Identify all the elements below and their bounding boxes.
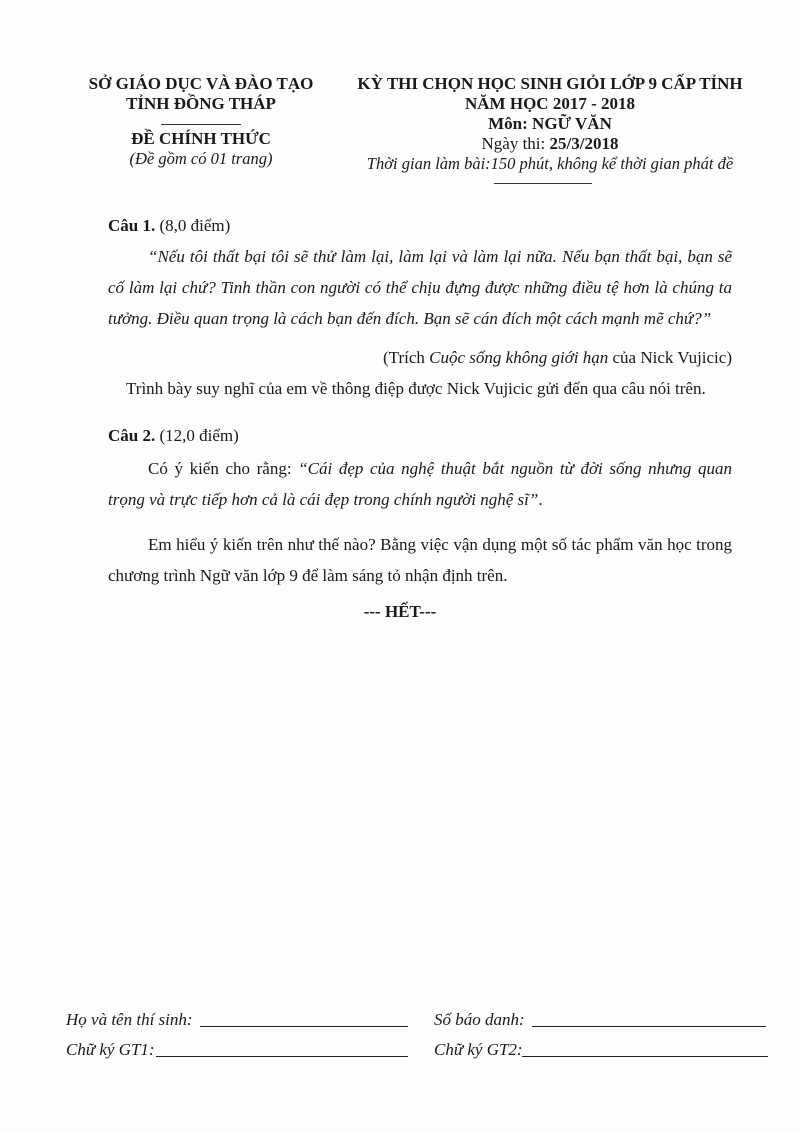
opinion-intro: Có ý kiến cho rằng: [148, 459, 299, 478]
question-2 [108, 420, 732, 591]
candidate-name-blank[interactable] [200, 1026, 408, 1027]
question-1 [108, 210, 732, 404]
duration-label: Thời gian làm bài: [366, 154, 491, 173]
school-year: NĂM HỌC 2017 - 2018 [465, 94, 635, 113]
source-prefix: (Trích [383, 348, 430, 367]
source-suffix: của Nick Vujicic) [608, 348, 732, 367]
candidate-name-label: Họ và tên thí sinh: [66, 1010, 193, 1029]
department-name: SỞ GIÁO DỤC VÀ ĐÀO TẠO [88, 74, 314, 93]
header-left [70, 74, 332, 169]
question-1-label: Câu 1. [108, 216, 156, 235]
subject-line: Môn: NGỮ VĂN [488, 114, 612, 133]
candidate-id-blank[interactable] [532, 1026, 766, 1027]
duration-value: 150 phút, không kể thời gian phát đề [490, 154, 734, 173]
header-right-divider [494, 183, 592, 184]
candidate-id-label: Số báo danh: [434, 1010, 525, 1029]
quote-source [108, 342, 732, 373]
question-2-heading [108, 420, 732, 451]
proctor-1-signature-blank[interactable] [156, 1056, 408, 1057]
header-right [350, 74, 750, 174]
question-2-task: Em hiểu ý kiến trên như thế nào? Bằng việc vận dụng một số tác phẩm văn học trong chương trình Ngữ văn lớp 9 để làm sáng tỏ nhận định trên. [108, 535, 732, 585]
header-left-divider [161, 124, 241, 125]
end-mark: --- HẾT--- [363, 602, 437, 621]
question-2-label: Câu 2. [108, 426, 156, 445]
proctor-1-signature-label: Chữ ký GT1: [66, 1040, 155, 1059]
proctor-2-signature-label: Chữ ký GT2: [434, 1040, 523, 1059]
province-name: TỈNH ĐỒNG THÁP [126, 94, 276, 113]
question-1-quote: “Nếu tôi thất bại tôi sẽ thử làm lại, làm lại và làm lại nữa. Nếu bạn thất bại, bạn sẽ cố làm lại chứ? Tinh thần con người có thể chịu đựng được những điều tệ hơn là chúng ta tưởng. Điều quan trọng là cách bạn đến đích. Bạn sẽ cán đích một cách mạnh mẽ chứ?” [108, 247, 732, 328]
exam-duration-line [350, 154, 750, 174]
exam-date-label: Ngày thi: [481, 134, 550, 153]
question-1-points: (8,0 điểm) [155, 216, 231, 235]
proctor-2-signature-blank[interactable] [522, 1056, 768, 1057]
exam-date-line [350, 134, 750, 154]
source-book-title: Cuộc sống không giới hạn [429, 348, 609, 367]
question-2-opinion [108, 453, 732, 515]
question-2-points: (12,0 điểm) [155, 426, 239, 445]
question-1-task: Trình bày suy nghĩ của em về thông điệp được Nick Vujicic gửi đến qua câu nói trên. [126, 379, 706, 398]
question-1-heading [108, 210, 732, 241]
pages-note: (Đề gồm có 01 trang) [129, 149, 273, 168]
official-label: ĐỀ CHÍNH THỨC [131, 129, 271, 148]
exam-date-value: 25/3/2018 [549, 134, 619, 153]
opinion-quote: “Cái đẹp của nghệ thuật bắt nguồn từ đời sống nhưng quan trọng và trực tiếp hơn cả là cái đẹp trong chính người nghệ sĩ” [108, 459, 732, 509]
exam-title: KỲ THI CHỌN HỌC SINH GIỎI LỚP 9 CẤP TỈNH [357, 74, 743, 93]
opinion-quote-end: . [538, 490, 543, 509]
